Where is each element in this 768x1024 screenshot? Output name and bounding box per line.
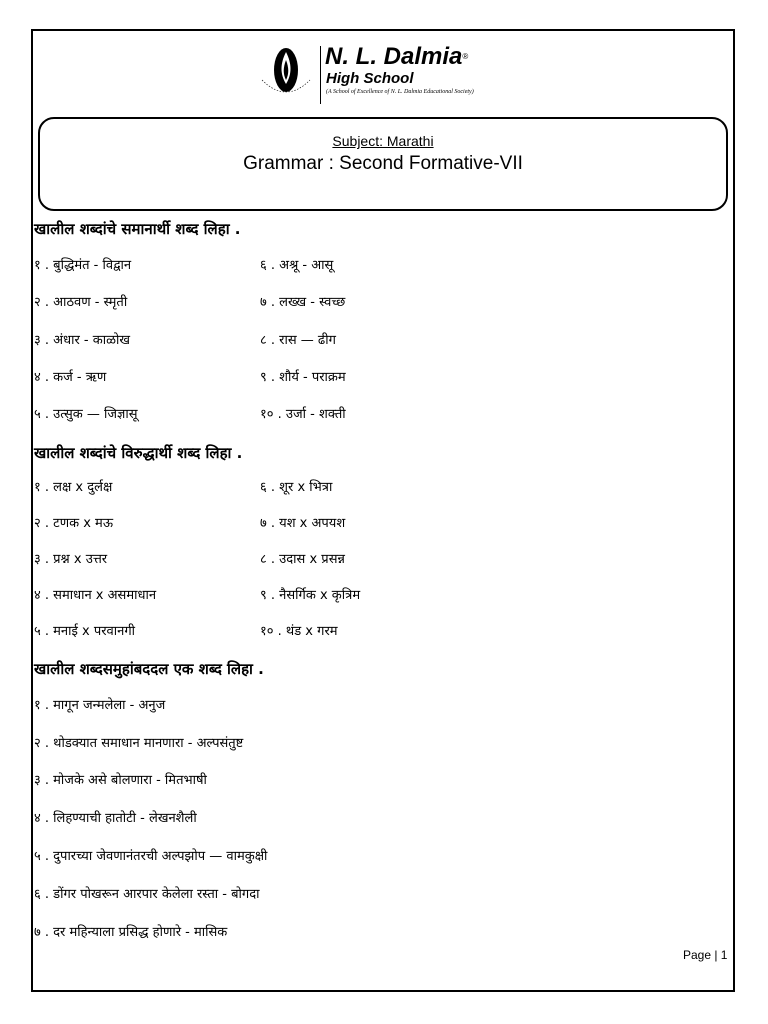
worksheet-title: Grammar : Second Formative-VII [243,153,523,174]
one-word-item: ४ . लिहण्याची हातोटी - लेखनशैली [34,811,197,826]
antonym-item: ५ . मनाई x परवानगी [34,624,136,639]
antonym-item: ८ . उदास x प्रसन्न [260,552,345,567]
synonym-item: १ . बुद्धिमंत - विद्वान [34,258,132,273]
school-tagline: (A School of Excellence of N. L. Dalmia Educational Society) [326,89,474,95]
school-name: N. L. Dalmia® [325,43,469,70]
antonym-item: १ . लक्ष x दुर्लक्ष [34,480,113,495]
antonym-item: ४ . समाधान x असमाधान [34,588,157,603]
synonym-item: ६ . अश्रू - आसू [260,258,334,273]
header-divider [320,46,321,104]
page-number: Page | 1 [683,948,728,962]
antonym-item: १० . थंड x गरम [260,624,338,639]
one-word-item: ५ . दुपारच्या जेवणानंतरची अल्पझोप — वामकुक्षी [34,849,268,864]
synonym-item: ९ . शौर्य - पराक्रम [260,370,346,385]
synonym-item: ८ . रास — ढीग [260,333,336,348]
subject-label: Subject: Marathi [332,133,434,149]
school-subtitle: High School [326,70,414,87]
one-word-item: ६ . डोंगर पोखरून आरपार केलेला रस्ता - बोगदा [34,887,260,902]
section-heading-one-word: खालील शब्दसमुहांबददल एक शब्द लिहा . [34,660,264,678]
school-logo [258,42,314,102]
section-heading-synonyms: खालील शब्दांचे समानार्थी शब्द लिहा . [34,220,241,238]
one-word-item: २ . थोडक्यात समाधान मानणारा - अल्पसंतुष्ट [34,736,244,751]
one-word-item: ७ . दर महिन्याला प्रसिद्ध होणारे - मासिक [34,925,228,940]
synonym-item: ५ . उत्सुक — जिज्ञासू [34,407,138,422]
antonym-item: ९ . नैसर्गिक x कृत्रिम [260,588,361,603]
synonym-item: ७ . लख्ख - स्वच्छ [260,295,346,310]
antonym-item: ३ . प्रश्न x उत्तर [34,552,108,567]
antonym-item: ६ . शूर x भित्रा [260,480,333,495]
school-header [258,42,518,108]
one-word-item: १ . मागून जन्मलेला - अनुज [34,698,166,713]
antonym-item: २ . टणक x मऊ [34,516,114,531]
synonym-item: १० . उर्जा - शक्ती [260,407,346,422]
title-box [38,117,728,211]
synonym-item: ३ . अंधार - काळोख [34,333,130,348]
section-heading-antonyms: खालील शब्दांचे विरुद्धार्थी शब्द लिहा . [34,444,243,462]
antonym-item: ७ . यश x अपयश [260,516,346,531]
synonym-item: ४ . कर्ज - ऋण [34,370,107,385]
synonym-item: २ . आठवण - स्मृती [34,295,128,310]
one-word-item: ३ . मोजके असे बोलणारा - मितभाषी [34,773,207,788]
